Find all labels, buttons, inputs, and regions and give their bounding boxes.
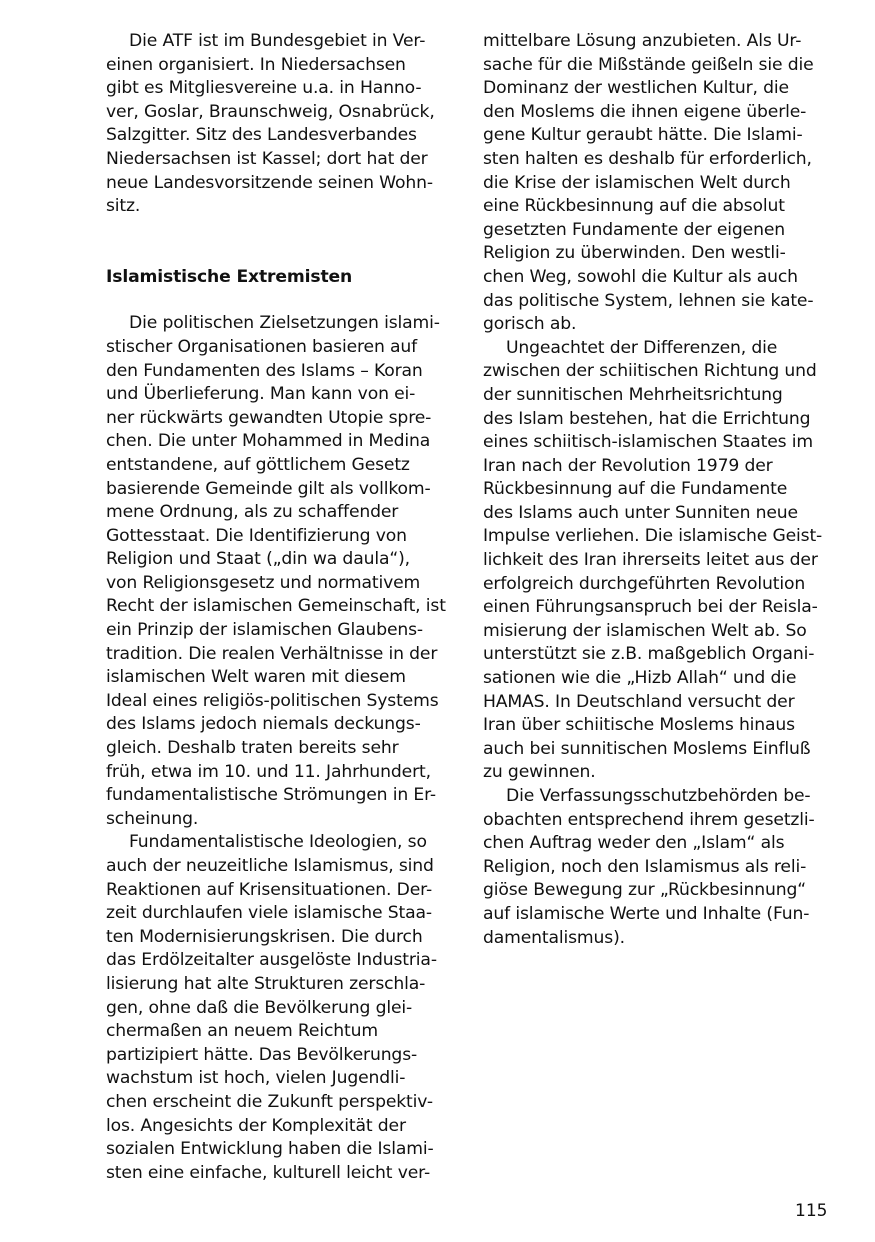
text-line: wachstum ist hoch, vielen Jugendli- [106, 1068, 406, 1089]
section-heading: Islamistische Extremisten [106, 266, 353, 287]
text-line: einen organisiert. In Niedersachsen [106, 54, 406, 75]
text-line: scheinung. [106, 808, 199, 829]
text-line: zwischen der schiitischen Richtung und [483, 361, 817, 382]
text-line: auf islamische Werte und Inhalte (Fun- [483, 903, 810, 924]
text-line: sten halten es deshalb für erforderlich, [483, 148, 812, 169]
text-line: sache für die Mißstände geißeln sie die [483, 54, 814, 75]
text-line: Ungeachtet der Differenzen, die [506, 337, 778, 358]
text-line: gene Kultur geraubt hätte. Die Islami- [483, 125, 803, 146]
text-line: stischer Organisationen basieren auf [106, 336, 418, 357]
text-line: chermaßen an neuem Reichtum [106, 1021, 378, 1042]
text-line: partizipiert hätte. Das Bevölkerungs- [106, 1044, 418, 1065]
text-line: ver, Goslar, Braunschweig, Osnabrück, [106, 101, 435, 122]
text-line: ten Modernisierungskrisen. Die durch [106, 926, 423, 947]
text-line: Religion und Staat („din wa daula“), [106, 549, 410, 570]
text-line: mittelbare Lösung anzubieten. Als Ur- [483, 31, 802, 51]
text-line: los. Angesichts der Komplexität der [106, 1115, 406, 1136]
text-line: Iran über schiitische Moslems hinaus [483, 715, 795, 736]
text-line: die Krise der islamischen Welt durch [483, 172, 791, 193]
text-line: eine Rückbesinnung auf die absolut [483, 196, 785, 217]
text-line: das politische System, lehnen sie kate- [483, 290, 814, 311]
paragraph-verfassungsschutz [483, 785, 833, 950]
text-line: Die Verfassungsschutzbehörden be- [506, 786, 811, 806]
text-line: obachten entsprechend ihrem gesetzli- [483, 809, 815, 830]
text-line: misierung der islamischen Welt ab. So [483, 620, 807, 641]
text-line: des Islam bestehen, hat die Errichtung [483, 408, 811, 429]
text-line: Rückbesinnung auf die Fundamente [483, 479, 788, 500]
right-column [483, 30, 833, 950]
left-column [106, 30, 456, 1185]
paragraph-schiitische-richtung [483, 337, 833, 785]
text-line: HAMAS. In Deutschland versucht der [483, 691, 795, 712]
text-line: Gottesstaat. Die Identifizierung von [106, 525, 407, 546]
text-line: Ideal eines religiös-politischen Systems [106, 690, 439, 711]
text-line: zu gewinnen. [483, 762, 596, 783]
text-line: giöse Bewegung zur „Rückbesinnung“ [483, 880, 806, 901]
text-line: tradition. Die realen Verhältnisse in der [106, 643, 438, 664]
text-line: den Moslems die ihnen eigene überle- [483, 101, 807, 122]
text-line: Iran nach der Revolution 1979 der [483, 455, 773, 476]
text-line: lichkeit des Iran ihrerseits leitet aus der [483, 550, 818, 571]
text-line: das Erdölzeitalter ausgelöste Industria- [106, 950, 437, 971]
text-line: sationen wie die „Hizb Allah“ und die [483, 668, 797, 689]
text-line: von Religionsgesetz und normativem [106, 572, 421, 593]
text-line: ein Prinzip der islamischen Glaubens- [106, 620, 423, 641]
text-line: der sunnitischen Mehrheitsrichtung [483, 384, 783, 405]
text-line: Niedersachsen ist Kassel; dort hat der [106, 148, 428, 169]
text-line: sozialen Entwicklung haben die Islami- [106, 1139, 434, 1160]
text-line: chen Weg, sowohl die Kultur als auch [483, 266, 798, 287]
text-line: einen Führungsanspruch bei der Reisla- [483, 597, 818, 618]
text-line: damentalismus). [483, 927, 625, 948]
text-line: neue Landesvorsitzende seinen Wohn- [106, 172, 433, 193]
text-line: lisierung hat alte Strukturen zerschla- [106, 973, 426, 994]
paragraph-zielsetzungen [106, 312, 456, 831]
paragraph-atf [106, 30, 456, 219]
text-line: Die ATF ist im Bundesgebiet in Ver- [129, 31, 426, 51]
text-line: gen, ohne daß die Bevölkerung glei- [106, 997, 413, 1018]
text-line: ner rückwärts gewandten Utopie spre- [106, 407, 432, 428]
text-line: unterstützt sie z.B. maßgeblich Organi- [483, 644, 815, 665]
text-line: sitz. [106, 196, 141, 217]
text-line: Die politischen Zielsetzungen islami- [129, 313, 440, 334]
text-line: Recht der islamischen Gemeinschaft, ist [106, 596, 446, 617]
text-line: Salzgitter. Sitz des Landesverbandes [106, 125, 417, 146]
text-line: basierende Gemeinde gilt als vollkom- [106, 478, 431, 499]
text-line: gorisch ab. [483, 314, 577, 335]
text-line: Impulse verliehen. Die islamische Geist- [483, 526, 823, 547]
text-line: den Fundamenten des Islams – Koran [106, 360, 423, 381]
text-line: Religion zu überwinden. Den westli- [483, 243, 786, 264]
text-line: Dominanz der westlichen Kultur, die [483, 78, 789, 99]
text-line: auch der neuzeitliche Islamismus, sind [106, 856, 434, 876]
text-line: Fundamentalistische Ideologien, so [129, 832, 427, 853]
page-number: 115 [795, 1201, 828, 1221]
text-line: mene Ordnung, als zu schaffender [106, 502, 399, 523]
text-line: islamischen Welt waren mit diesem [106, 667, 406, 688]
text-line: Religion, noch den Islamismus als reli- [483, 856, 807, 877]
paragraph-fundamentalistische-ideologien [106, 831, 456, 1185]
text-line: Reaktionen auf Krisensituationen. Der- [106, 879, 433, 900]
text-line: sten eine einfache, kulturell leicht ver- [106, 1162, 431, 1183]
text-line: auch bei sunnitischen Moslems Einfluß [483, 738, 811, 759]
text-line: gleich. Deshalb traten bereits sehr [106, 738, 399, 759]
text-line: zeit durchlaufen viele islamische Staa- [106, 903, 432, 924]
text-line: eines schiitisch-islamischen Staates im [483, 432, 813, 453]
text-line: gibt es Mitgliesvereine u.a. in Hanno- [106, 78, 422, 99]
text-line: fundamentalistische Strömungen in Er- [106, 785, 436, 806]
text-line: und Überlieferung. Man kann von ei- [106, 384, 416, 405]
text-line: gesetzten Fundamente der eigenen [483, 219, 786, 240]
text-line: chen erscheint die Zukunft perspektiv- [106, 1091, 433, 1112]
text-line: chen. Die unter Mohammed in Medina [106, 431, 431, 452]
text-line: erfolgreich durchgeführten Revolution [483, 573, 806, 594]
text-line: entstandene, auf göttlichem Gesetz [106, 454, 410, 475]
text-line: des Islams jedoch niemals deckungs- [106, 714, 421, 735]
text-line: chen Auftrag weder den „Islam“ als [483, 833, 785, 854]
text-line: früh, etwa im 10. und 11. Jahrhundert, [106, 761, 431, 782]
paragraph-loesung [483, 30, 833, 337]
text-line: des Islams auch unter Sunniten neue [483, 502, 798, 523]
